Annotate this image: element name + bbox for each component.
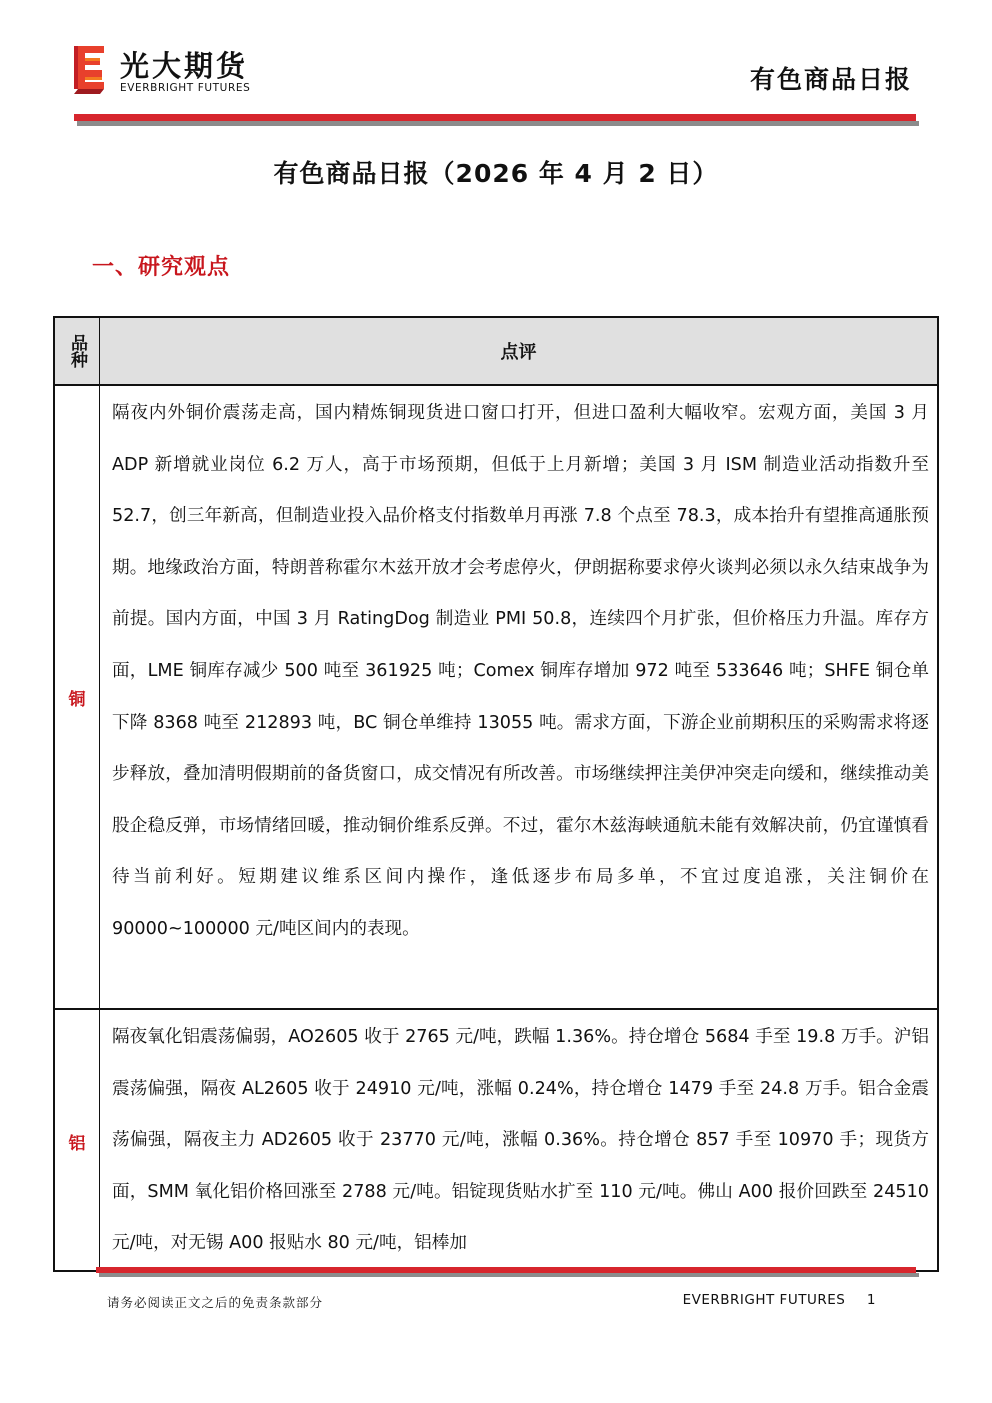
comment-cell-copper: 隔夜内外铜价震荡走高，国内精炼铜现货进口窗口打开，但进口盈利大幅收窄。宏观方面，美国 3 月 ADP 新增就业岗位 6.2 万人，高于市场预期，但低于上月新增；美国 3 月 ISM 制造业活动指数升至 52.7，创三年新高，但制造业投入品价格支付指数单月再涨 7.8 个点至 78.3，成本抬升有望推高通胀预期。地缘政治方面，特朗普称霍尔木兹开放才会考虑停火，伊朗据称要求停火谈判必须以永久结束战争为前提。国内方面，中国 3 月 RatingDog 制造业 PMI 50.8，连续四个月扩张，但价格压力升温。库存方面，LME 铜库存减少 500 吨至 361925 吨；Comex 铜库存增加 972 吨至 533646 吨；SHFE 铜仓单下降 8368 吨至 212893 吨，BC 铜仓单维持 13055 吨。需求方面，下游企业前期积压的采购需求将逐步释放，叠加清明假期前的备货窗口，成交情况有所改善。市场继续押注美伊冲突走向缓和，继续推动美股企稳反弹，市场情绪回暖，推动铜价维系反弹。不过，霍尔木兹海峡通航未能有效解决前，仍宜谨慎看待当前利好。短期建议维系区间内操作，逢低逐步布局多单，不宜过度追涨，关注铜价在 90000~100000 元/吨区间内的表现。: [112, 403, 929, 939]
variety-cell-aluminum: 铝: [55, 1010, 100, 1272]
table-header-row: [55, 318, 937, 386]
header-variety-label: 品种: [67, 334, 87, 368]
brand-name-en: EVERBRIGHT FUTURES: [120, 82, 251, 94]
footer-disclaimer: 请务必阅读正文之后的免责条款部分: [107, 1295, 324, 1310]
brand-name-cn: 光大期货: [120, 49, 249, 83]
section-heading: 一、研究观点: [92, 255, 231, 280]
footer-company: EVERBRIGHT FUTURES: [682, 1292, 846, 1308]
document-title: 有色商品日报（2026 年 4 月 2 日）: [273, 159, 719, 188]
footer-divider-shadow: [99, 1273, 919, 1277]
comment-cell-aluminum: 隔夜氧化铝震荡偏弱，AO2605 收于 2765 元/吨，跌幅 1.36%。持仓增仓 5684 手至 19.8 万手。沪铝震荡偏强，隔夜 AL2605 收于 24910 元/吨，涨幅 0.24%，持仓增仓 1479 手至 24.8 万手。铝合金震荡偏强，隔夜主力 AD2605 收于 23770 元/吨，涨幅 0.36%。持仓增仓 857 手至 10970 手；现货方面，SMM 氧化铝价格回涨至 2788 元/吨。铝锭现货贴水扩至 110 元/吨。佛山 A00 报价回跌至 24510 元/吨，对无锡 A00 报贴水 80 元/吨，铝棒加: [112, 1027, 929, 1254]
footer-right: [683, 1292, 876, 1308]
table-row-aluminum: [55, 1010, 937, 1272]
commentary-table: [53, 316, 939, 1272]
variety-cell-copper: 铜: [55, 386, 100, 1008]
page-number: 1: [866, 1292, 876, 1308]
everbright-logo-icon: [74, 44, 108, 96]
table-row-copper: [55, 386, 937, 1010]
header-variety: [55, 318, 100, 384]
report-name: 有色商品日报: [749, 65, 912, 94]
header-divider: [74, 114, 916, 121]
header-comment: 点评: [500, 342, 537, 363]
header-divider-shadow: [77, 121, 919, 126]
